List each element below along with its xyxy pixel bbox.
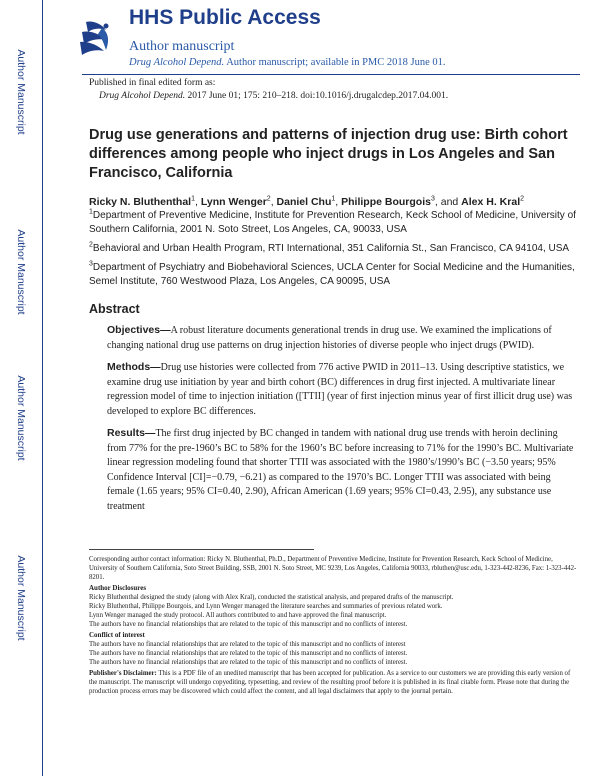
author-affiliation-mark: 1 [191, 195, 196, 203]
hhs-header [76, 6, 576, 74]
section-text: Drug use histories were collected from 776 active PWID in 2011–13. Using descriptive statistics, we examine drug use initiation by year and birth cohort (BC) differences in drug first injected. A multivariate linear regression model of time to injection initiation ([TTII] (year of first injection minus year of first illicit drug use) was developed to explore BC differences. [107, 362, 573, 417]
author-affiliation-mark: 3 [430, 195, 435, 203]
header-divider [82, 74, 580, 75]
affiliation [89, 261, 577, 289]
footnote-divider [89, 549, 314, 550]
affiliation-text: Department of Preventive Medicine, Institute for Prevention Research, Keck School of Medicine, University of Southern California, 2001 N. Soto Street, Los Angeles, CA, 90033, USA [89, 210, 576, 235]
disclosure-line: The authors have no financial relationships that are related to the topic of this manuscript and no conflicts of interest. [89, 621, 408, 628]
author-separator: , [335, 196, 342, 208]
author-list [89, 195, 577, 209]
conflict-heading: Conflict of interest [89, 631, 145, 639]
author-name: Philippe Bourgois [341, 196, 431, 208]
manuscript-label: Author manuscript [129, 39, 235, 54]
journal-name: Drug Alcohol Depend. [129, 57, 225, 68]
conflict-line: The authors have no financial relationships that are related to the topic of this manuscript and no conflicts of interest. [89, 659, 408, 666]
affiliation [89, 209, 577, 237]
disclaimer-text: This is a PDF file of an unedited manuscript that has been accepted for publication. As a service to our customers we are providing this early version of the manuscript. The manuscript will undergo copyediting, typesetting, and review of the resulting proof before it is published in its final citable form. Please note that during the production process errors may be discovered which could affect the content, and all legal disclaimers that apply to the journal pertain. [89, 670, 571, 695]
section-label: Methods— [107, 361, 161, 373]
abstract-heading: Abstract [89, 302, 140, 316]
citation-journal: Drug Alcohol Depend. [99, 91, 186, 101]
conflict-line: The authors have no financial relationships that are related to the topic of this manuscript and no conflicts of interest. [89, 650, 408, 657]
left-sidebar [0, 0, 43, 776]
author-name: Ricky N. Bluthenthal [89, 196, 192, 208]
sidebar-label: Author Manuscript [15, 229, 27, 315]
section-label: Results— [107, 427, 156, 439]
section-text: A robust literature documents generational trends in drug use. We examined the implications of changing national drug use patterns on drug injection histories of diverse people who inject drugs (PWID). [107, 325, 552, 351]
contact-info: Corresponding author contact information: Ricky N. Bluthenthal, Ph.D., Department of Preventive Medicine, Institute for Prevention Research, Keck School of Medicine, University of Southern California, Soto Street Building, SSB, 2001 N. Soto Street, MC 9239, Los Angeles, California 90033, rbluthen@usc.edu, 1-323-442-8236, Fax: 1-323-442-8201. [89, 556, 577, 581]
abstract-objectives [89, 323, 577, 353]
author-name: Daniel Chu [276, 196, 332, 208]
article-content [89, 126, 577, 514]
affiliation-text: Department of Psychiatry and Biobehavioral Sciences, UCLA Center for Social Medicine and the Humanities, Semel Institute, 760 Westwood Plaza, Los Angeles, CA 90095, USA [89, 262, 575, 287]
sidebar-label: Author Manuscript [15, 555, 27, 641]
section-label: Objectives— [107, 324, 171, 336]
article-title: Drug use generations and patterns of injection drug use: Birth cohort differences among people who inject drugs in Los Angeles and San Francisco, California [89, 127, 568, 181]
conflict-line: The authors have no financial relationships that are related to the topic of this manuscript and no conflicts of interest [89, 641, 406, 648]
sidebar-label: Author Manuscript [15, 49, 27, 135]
hhs-title: HHS Public Access [129, 6, 321, 29]
disclosures-heading: Author Disclosures [89, 584, 147, 592]
abstract-methods [89, 360, 577, 419]
author-affiliation-mark: 2 [520, 195, 525, 203]
author-name: Lynn Wenger [200, 196, 267, 208]
author-affiliation-mark: 2 [266, 195, 271, 203]
disclaimer-heading: Publisher's Disclaimer: [89, 670, 157, 677]
disclosure-line: Lynn Wenger managed the study protocol. All authors contributed to and have approved the final manuscript. [89, 612, 387, 619]
disclosure-line: Ricky Bluthenthal, Philippe Bourgois, and Lynn Wenger managed the literature searches and summaries of previous related work. [89, 603, 443, 610]
affiliation [89, 242, 577, 256]
availability-text: Author manuscript; available in PMC 2018 June 01. [224, 57, 446, 68]
footnotes [89, 555, 579, 696]
disclosure-line: Ricky Bluthenthal designed the study (along with Alex Kral), conducted the statistical analysis, and prepared drafts of the manuscript. [89, 594, 454, 601]
citation-details: 2017 June 01; 175: 210–218. doi:10.1016/j.drugalcdep.2017.04.001. [185, 91, 449, 101]
author-separator: , and [434, 196, 462, 208]
section-text: The first drug injected by BC changed in tandem with national drug use trends with heroin declining from 77% for the pre-1960’s BC to 58% for the 1960’s BC before increasing to 71% for the 1990’s BC. Multivariate linear regression modeling found that shorter TTII was associated with the 1980’s/1990’s BC (−3.50 years; 95% Confidence Interval [CI]=−0.79, −6.21) as compared to the 1970’s BC. Longer TTII was associated with being female (1.65 years; 95% CI=0.40, 2.90), African American (1.69 years; 95% CI=0.43, 2.95), any substance use treatment [107, 428, 574, 512]
affiliation-text: Behavioral and Urban Health Program, RTI International, 351 California St., San Francisco, CA 94104, USA [92, 243, 570, 254]
hhs-eagle-logo-icon [76, 14, 116, 64]
published-label: Published in final edited form as: [89, 78, 216, 88]
publication-info [89, 77, 448, 103]
affiliation-mark: 1 [89, 208, 93, 216]
author-separator: , [270, 196, 277, 208]
availability-line [129, 57, 446, 68]
citation [89, 90, 448, 103]
author-name: Alex H. Kral [461, 196, 521, 208]
publisher-disclaimer [89, 669, 579, 696]
affiliation-mark: 3 [89, 260, 93, 268]
affiliation-mark: 2 [89, 241, 93, 249]
author-affiliation-mark: 1 [331, 195, 336, 203]
sidebar-label: Author Manuscript [15, 375, 27, 461]
abstract-results [89, 426, 577, 514]
author-separator: , [195, 196, 201, 208]
